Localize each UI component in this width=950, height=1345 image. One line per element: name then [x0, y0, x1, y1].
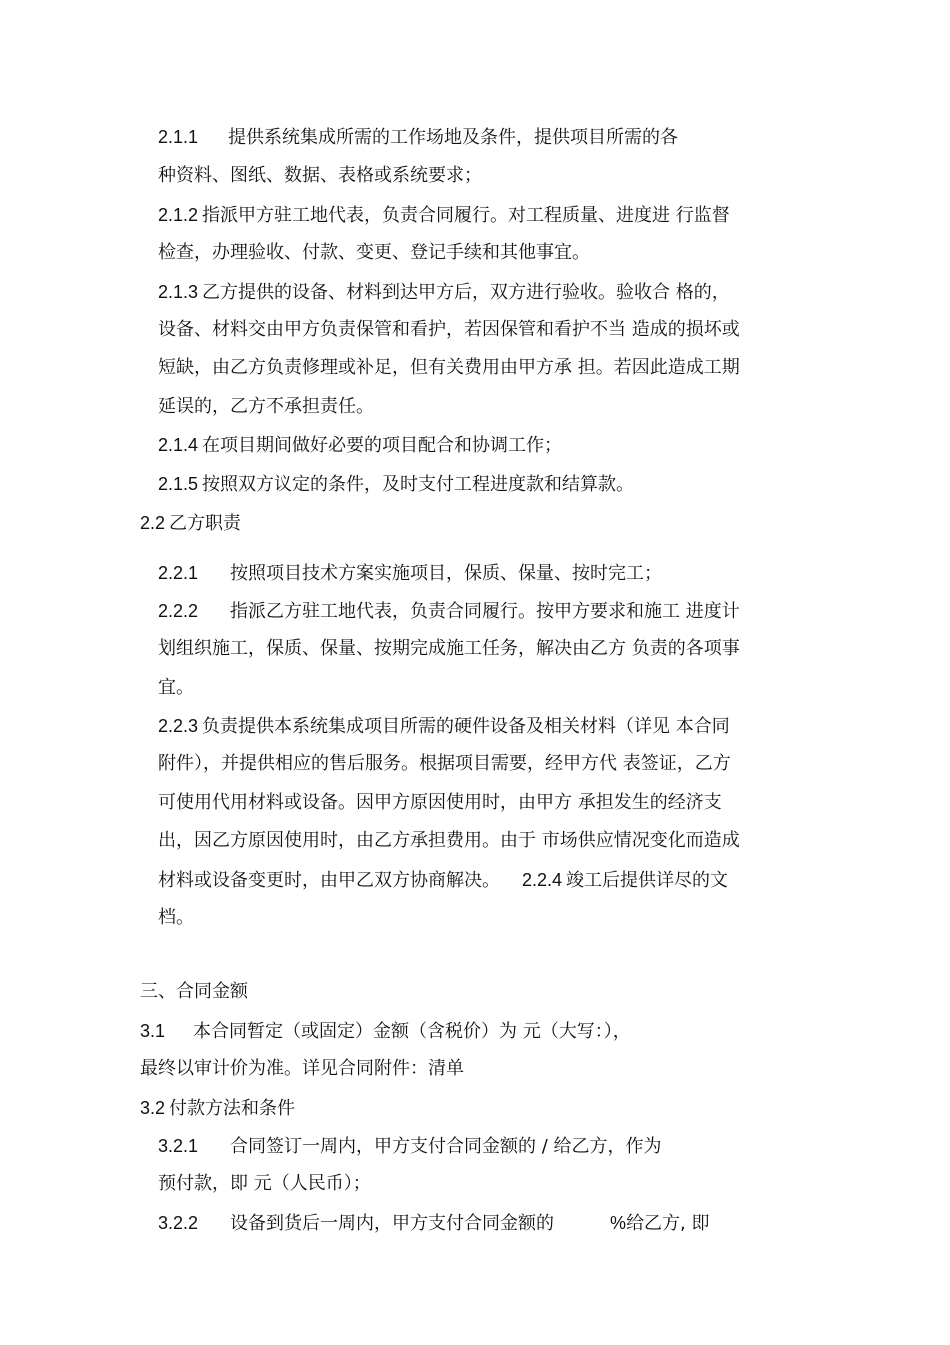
- section-2-2-heading: [140, 511, 241, 536]
- clause-2-1-1-line-1: [158, 125, 678, 150]
- clause-text: 检查，办理验收、付款、变更、登记手续和其他事宜。: [158, 242, 590, 263]
- clause-text: 宜。: [158, 677, 194, 698]
- clause-2-1-3-line-4: [158, 395, 374, 419]
- clause-2-1-4: [158, 433, 562, 458]
- clause-2-2-2-line-1: [158, 599, 740, 624]
- clause-text: 本合同暂定（或固定）金额（含税价）为 元（大写：），: [193, 1021, 631, 1042]
- clause-text: 划组织施工，保质、保量、按期完成施工任务，解决由乙方 负责的各项事: [158, 638, 740, 659]
- clause-2-2-3-line-2: [158, 752, 731, 776]
- clause-2-2-3-line-4: [158, 829, 740, 853]
- section-title: 付款方法和条件: [169, 1098, 296, 1119]
- clause-3-2-2-line-1: [158, 1211, 710, 1236]
- clause-2-2-3-line-1: [158, 714, 730, 739]
- clause-text: 指派乙方驻工地代表，负责合同履行。按甲方要求和施工 进度计: [230, 601, 740, 622]
- clause-number: 2.1.3: [158, 282, 199, 302]
- clause-text: 设备到货后一周内，甲方支付合同金额的: [230, 1213, 555, 1234]
- section-title: 乙方职责: [169, 513, 242, 534]
- clause-text: 预付款，即 元（人民币）；: [158, 1173, 371, 1194]
- clause-2-2-1: [158, 561, 662, 586]
- clause-text: 短缺，由乙方负责修理或补足，但有关费用由甲方承 担。若因此造成工期: [158, 357, 740, 378]
- clause-2-2-3-line-5: [158, 868, 728, 893]
- clause-number: 2.2.2: [158, 601, 199, 621]
- clause-text: 在项目期间做好必要的项目配合和协调工作；: [202, 435, 563, 456]
- clause-number: 2.2.3: [158, 716, 199, 736]
- section-number: 2.2: [140, 513, 166, 533]
- clause-2-2-2-line-3: [158, 676, 194, 700]
- clause-2-2-4-line-2: [158, 906, 194, 930]
- clause-number: 2.1.5: [158, 474, 199, 494]
- clause-2-1-3-line-3: [158, 356, 740, 380]
- clause-text: 延误的，乙方不承担责任。: [158, 396, 374, 417]
- clause-text: 指派甲方驻工地代表，负责合同履行。对工程质量、进度进 行监督: [202, 205, 730, 226]
- clause-2-1-5: [158, 472, 634, 497]
- clause-number: 3.1: [140, 1021, 166, 1041]
- clause-text: 出，因乙方原因使用时，由乙方承担费用。由于 市场供应情况变化而造成: [158, 830, 740, 851]
- clause-number: 2.1.1: [158, 127, 199, 147]
- clause-2-1-3-line-2: [158, 318, 740, 342]
- clause-text: 档。: [158, 907, 194, 928]
- clause-number: 2.1.4: [158, 435, 199, 455]
- section-3-2-heading: [140, 1096, 295, 1121]
- section-number: 3.2: [140, 1098, 166, 1118]
- clause-number: 3.2.2: [158, 1213, 199, 1233]
- clause-text: 竣工后提供详尽的文: [566, 870, 729, 891]
- clause-text: 最终以审计价为准。详见合同附件：清单: [140, 1058, 464, 1079]
- clause-2-1-3-line-1: [158, 280, 730, 305]
- clause-2-1-2-line-1: [158, 203, 730, 228]
- clause-text: 提供系统集成所需的工作场地及条件，提供项目所需的各: [228, 127, 679, 148]
- clause-text: 负责提供本系统集成项目所需的硬件设备及相关材料（详见 本合同: [202, 716, 730, 737]
- section-title: 三、合同金额: [140, 981, 248, 1002]
- clause-number: 2.2.1: [158, 563, 199, 583]
- clause-3-1-line-1: [140, 1019, 631, 1044]
- clause-text: 合同签订一周内，甲方支付合同金额的 / 给乙方，作为: [230, 1136, 662, 1157]
- clause-3-1-line-2: [140, 1057, 464, 1081]
- clause-text: 种资料、图纸、数据、表格或系统要求；: [158, 165, 482, 186]
- clause-text: 材料或设备变更时，由甲乙双方协商解决。: [158, 870, 500, 891]
- clause-number: 2.1.2: [158, 205, 199, 225]
- clause-text: 按照项目技术方案实施项目，保质、保量、按时完工；: [230, 563, 663, 584]
- clause-2-2-3-line-3: [158, 791, 722, 815]
- clause-text: 设备、材料交由甲方负责保管和看护，若因保管和看护不当 造成的损坏或: [158, 319, 740, 340]
- clause-2-1-2-line-2: [158, 241, 590, 265]
- clause-text: 给乙方, 即: [626, 1213, 710, 1234]
- clause-3-2-1-line-2: [158, 1172, 371, 1196]
- clause-text: 按照双方议定的条件，及时支付工程进度款和结算款。: [202, 474, 635, 495]
- clause-number: 3.2.1: [158, 1136, 199, 1156]
- clause-text: 乙方提供的设备、材料到达甲方后，双方进行验收。验收合 格的，: [202, 282, 730, 303]
- clause-text: 附件），并提供相应的售后服务。根据项目需要，经甲方代 表签证，乙方: [158, 753, 731, 774]
- clause-2-2-2-line-2: [158, 637, 740, 661]
- clause-text: 可使用代用材料或设备。因甲方原因使用时，由甲方 承担发生的经济支: [158, 792, 722, 813]
- section-3-heading: [140, 980, 248, 1004]
- clause-3-2-1-line-1: [158, 1134, 662, 1159]
- percent-sign: %: [610, 1213, 627, 1233]
- clause-number: 2.2.4: [522, 870, 563, 890]
- clause-2-1-1-line-2: [158, 164, 482, 188]
